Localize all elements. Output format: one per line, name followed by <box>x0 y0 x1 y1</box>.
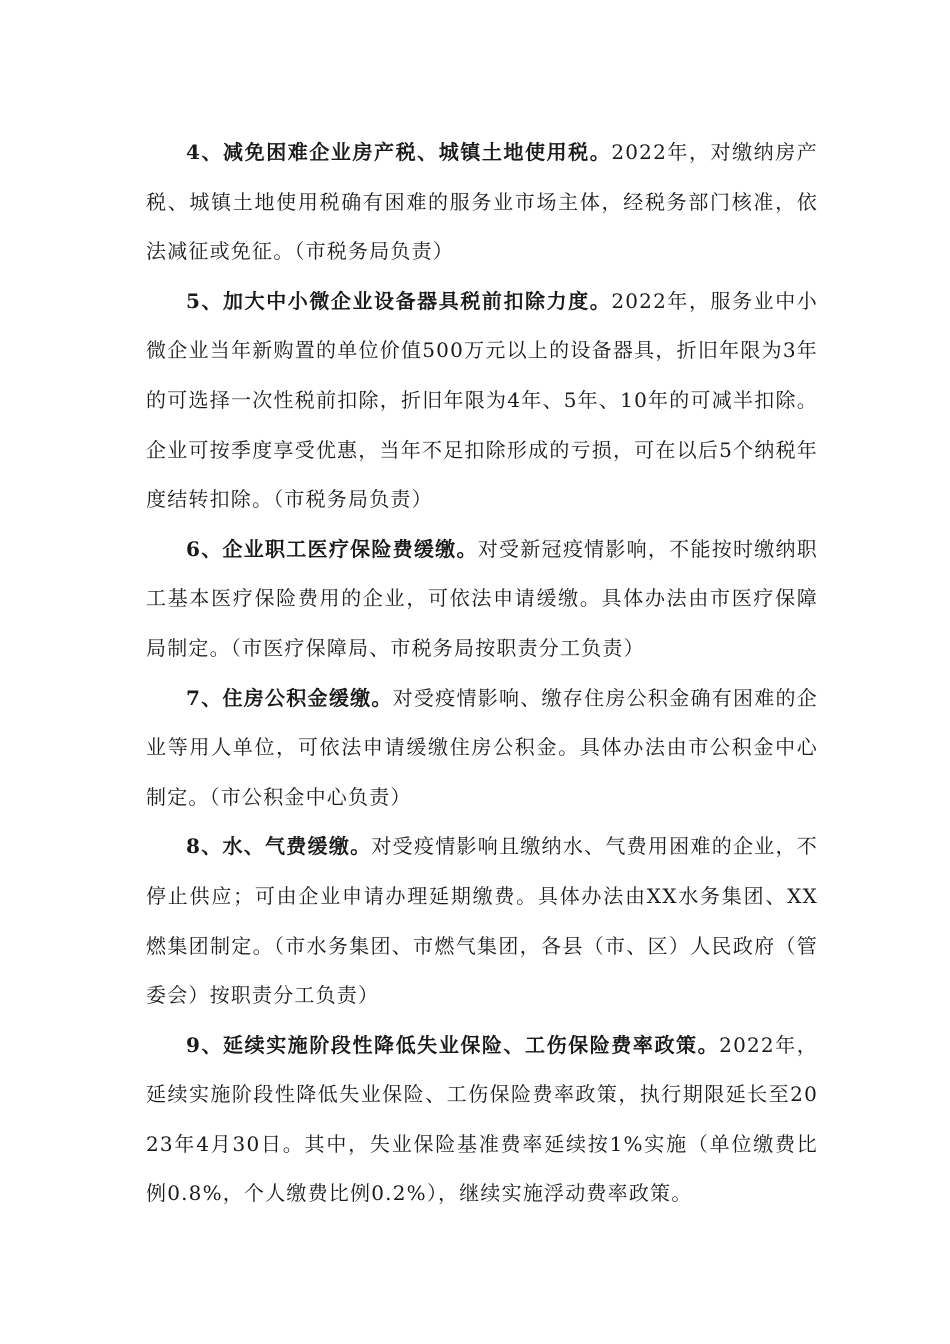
paragraph-item-5 <box>146 277 818 525</box>
paragraph-text: 对受疫情影响、缴存住房公积金确有困难的企业等用人单位，可依法申请缓缴住房公积金。具体办法由市公积金中心制定。（市公积金中心负责） <box>146 685 819 809</box>
paragraph-text: 2022年，服务业中小微企业当年新购置的单位价值500万元以上的设备器具，折旧年限为3年的可选择一次性税前扣除，折旧年限为4年、5年、10年的可减半扣除。企业可按季度享受优惠，当年不足扣除形成的亏损，可在以后5个纳税年度结转扣除。（市税务局负责） <box>146 288 818 512</box>
paragraph-item-4 <box>146 128 818 277</box>
paragraph-heading: 7、住房公积金缓缴。 <box>186 685 393 710</box>
paragraph-heading: 8、水、气费缓缴。 <box>186 834 372 859</box>
paragraph-item-7 <box>146 674 818 823</box>
paragraph-item-8 <box>146 822 818 1020</box>
paragraph-text: 2022年，对缴纳房产税、城镇土地使用税确有困难的服务业市场主体，经税务部门核准，依法减征或免征。（市税务局负责） <box>146 140 818 264</box>
document-body <box>146 128 818 1219</box>
paragraph-text: 对受新冠疫情影响，不能按时缴纳职工基本医疗保险费用的企业，可依法申请缓缴。具体办法由市医疗保障局制定。（市医疗保障局、市税务局按职责分工负责） <box>146 536 819 660</box>
paragraph-text: 对受疫情影响且缴纳水、气费用困难的企业，不停止供应；可由企业申请办理延期缴费。具体办法由XX水务集团、XX燃集团制定。（市水务集团、市燃气集团，各县（市、区）人民政府（管委会）按职责分工负责） <box>146 834 819 1008</box>
paragraph-text: 2022年，延续实施阶段性降低失业保险、工伤保险费率政策，执行期限延长至2023年4月30日。其中，失业保险基准费率延续按1%实施（单位缴费比例0.8%，个人缴费比例0.2%），继续实施浮动费率政策。 <box>146 1032 818 1206</box>
paragraph-heading: 9、延续实施阶段性降低失业保险、工伤保险费率政策。 <box>186 1032 720 1057</box>
paragraph-item-6 <box>146 525 818 674</box>
paragraph-heading: 6、企业职工医疗保险费缓缴。 <box>186 536 478 561</box>
paragraph-item-9 <box>146 1021 818 1219</box>
paragraph-heading: 5、加大中小微企业设备器具税前扣除力度。 <box>186 288 612 313</box>
paragraph-heading: 4、减免困难企业房产税、城镇土地使用税。 <box>186 140 612 164</box>
